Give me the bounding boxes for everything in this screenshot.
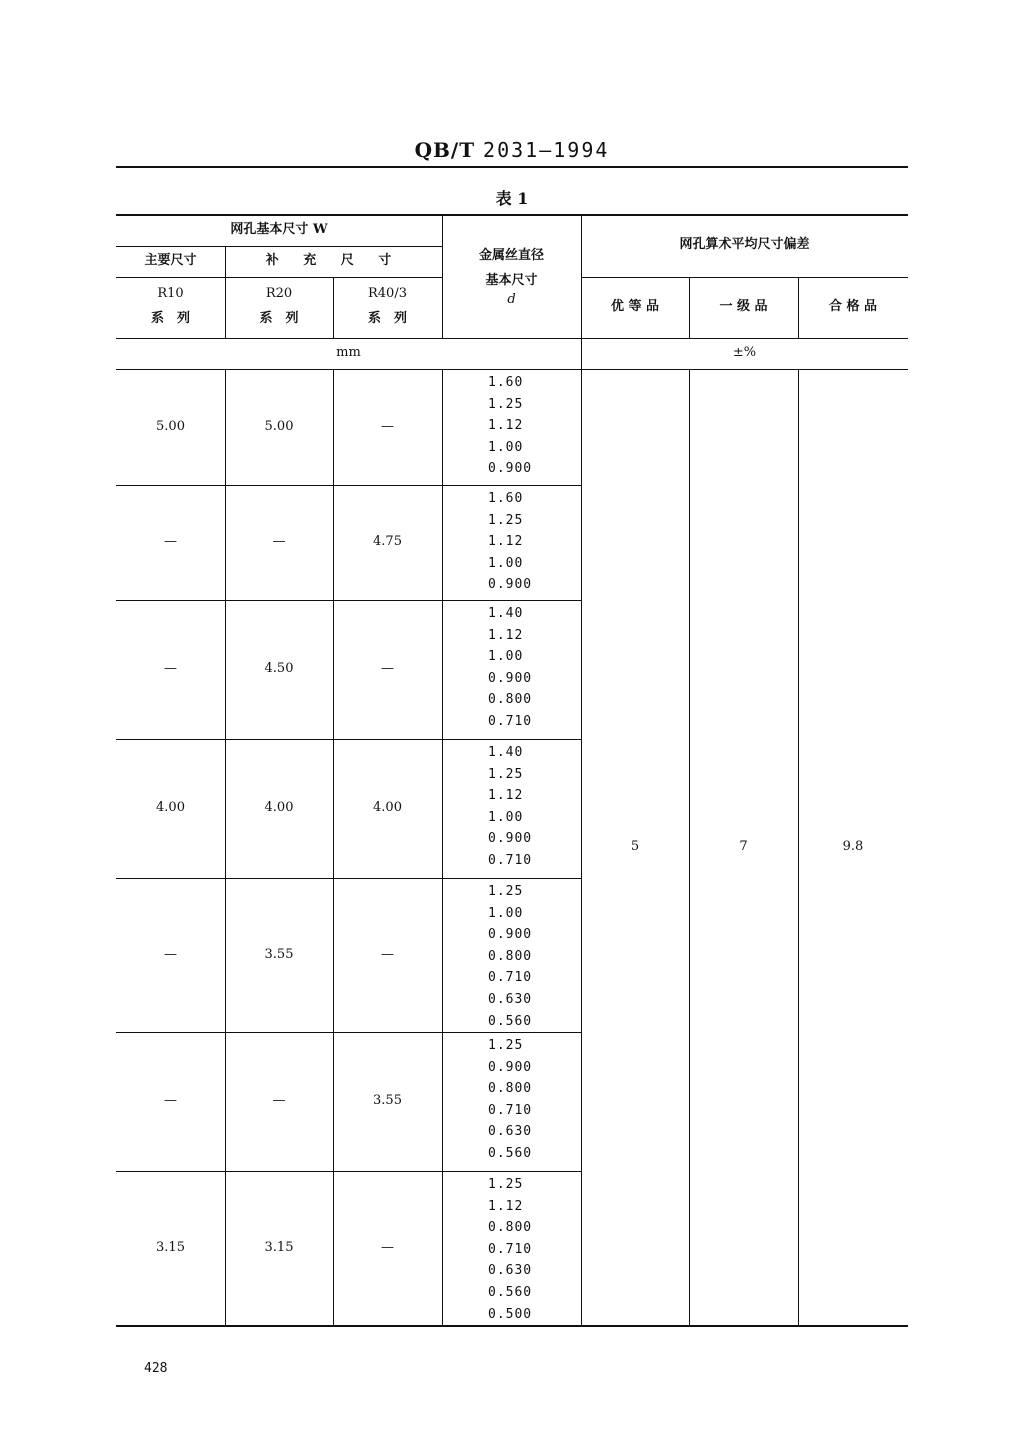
grade-3-value: 9.8: [842, 839, 864, 855]
wire-diameter-value: 0.630: [488, 1263, 533, 1279]
vline-body-3: [442, 369, 443, 1326]
wire-diameter-value: 0.710: [488, 1102, 533, 1118]
r40-header: [333, 286, 442, 326]
wire-diameter-value: 0.900: [488, 461, 533, 477]
wire-label-line2: 基本尺寸: [485, 273, 538, 288]
wire-diameter-list: [488, 881, 532, 1032]
r20-cell: 4.50: [264, 661, 294, 677]
r10-cell: 5.00: [156, 418, 185, 434]
r20-header: [225, 286, 333, 326]
wire-diameter-value: 1.60: [488, 375, 524, 390]
wire-diameter-value: 0.630: [488, 1124, 533, 1140]
deviation-header: 网孔算术平均尺寸偏差: [679, 237, 810, 253]
wire-diameter-value: 1.60: [488, 491, 524, 506]
r10-cell: 3.15: [156, 1239, 185, 1255]
r40-label: R40/3: [368, 286, 407, 301]
r40-cell: 4.75: [373, 534, 402, 550]
wire-diameter-value: 0.710: [488, 970, 533, 986]
wire-diameter-value: 1.12: [488, 418, 524, 434]
wire-diameter-value: 1.12: [488, 1198, 524, 1214]
vline-body-6: [798, 369, 799, 1326]
grade-1-header: 优 等 品: [610, 299, 660, 315]
wire-diameter-value: 0.900: [488, 927, 533, 943]
page-number: 428: [144, 1361, 168, 1376]
wire-diameter-value: 0.800: [488, 692, 533, 708]
wire-diameter-value: 0.900: [488, 577, 533, 593]
vline-body-5: [689, 369, 690, 1326]
wire-diameter-value: 1.00: [488, 809, 524, 825]
wire-diameter-value: 1.25: [488, 766, 524, 782]
main-size-header: 主要尺寸: [144, 253, 197, 269]
wire-diameter-value: 0.800: [488, 1220, 533, 1236]
table-bottom-rule: [116, 1325, 908, 1327]
wire-diameter-value: 1.00: [488, 649, 524, 665]
wire-diameter-value: 0.800: [488, 948, 533, 964]
r20-cell: 3.55: [264, 946, 294, 962]
unit-percent: ±%: [732, 345, 757, 361]
group-header: [116, 214, 442, 246]
r20-cell: —: [272, 1093, 286, 1109]
r20-cell: 5.00: [264, 418, 294, 434]
wire-diameter-value: 1.25: [488, 1038, 524, 1053]
grade-1-value: 5: [630, 839, 640, 855]
supplement-size-header: 补 充 尺 寸: [265, 253, 402, 269]
wire-diameter-list: [488, 1035, 532, 1165]
group-header-text: 网孔基本尺寸 W: [230, 221, 328, 237]
r10-header: [116, 286, 225, 326]
wire-diameter-value: 0.500: [488, 1306, 533, 1322]
row-divider: [116, 485, 581, 486]
wire-diameter-value: 0.710: [488, 1241, 533, 1257]
wire-diameter-value: 0.800: [488, 1081, 533, 1097]
vline-body-4: [581, 369, 582, 1326]
wire-diameter-value: 1.00: [488, 555, 524, 571]
row-divider: [116, 878, 581, 879]
rule-below-size-headers: [116, 277, 442, 278]
wire-diameter-value: 0.630: [488, 991, 533, 1007]
r40-series-label: 系 列: [367, 311, 407, 326]
r10-cell: —: [164, 1093, 177, 1109]
unit-mm: mm: [336, 345, 361, 361]
table-title: 表 1: [495, 189, 529, 208]
wire-diameter-value: 0.560: [488, 1284, 533, 1300]
wire-diameter-list: [488, 488, 532, 596]
wire-diameter-value: 1.25: [488, 1177, 524, 1192]
vline-body-1: [225, 369, 226, 1326]
wire-diameter-value: 0.900: [488, 1059, 533, 1075]
grade-2-header: 一 级 品: [719, 299, 768, 315]
r40-cell: —: [381, 946, 394, 962]
r40-cell: —: [381, 1239, 394, 1255]
row-divider: [116, 1171, 581, 1172]
r10-series-label: 系 列: [150, 311, 190, 326]
wire-diameter-value: 1.00: [488, 439, 524, 455]
wire-diameter-value: 1.25: [488, 512, 524, 528]
wire-diameter-value: 0.560: [488, 1145, 533, 1161]
wire-diameter-list: [488, 742, 532, 872]
r10-cell: —: [164, 946, 177, 962]
wire-diameter-value: 1.12: [488, 534, 524, 550]
wire-diameter-list: [488, 603, 532, 733]
standard-code-number: 2031—1994: [483, 138, 610, 162]
r20-label: R20: [265, 286, 293, 301]
wire-diameter-value: 1.40: [488, 745, 524, 760]
r10-cell: —: [164, 661, 177, 677]
r10-cell: 4.00: [156, 800, 185, 816]
wire-label-line1: 金属丝直径: [478, 248, 544, 263]
wire-symbol: d: [507, 292, 516, 307]
r20-cell: —: [272, 534, 286, 550]
r40-cell: —: [381, 418, 394, 434]
wire-diameter-value: 0.710: [488, 713, 533, 729]
wire-diameter-header: [442, 244, 581, 307]
wire-diameter-value: 1.25: [488, 396, 524, 412]
wire-diameter-value: 1.40: [488, 606, 524, 621]
r40-cell: 3.55: [373, 1093, 402, 1109]
r20-cell: 4.00: [264, 800, 294, 816]
r10-cell: —: [164, 534, 177, 550]
wire-diameter-value: 0.710: [488, 852, 533, 868]
wire-diameter-value: 1.00: [488, 905, 524, 921]
wire-diameter-value: 1.25: [488, 884, 524, 899]
wire-diameter-value: 0.900: [488, 670, 533, 686]
r20-series-label: 系 列: [259, 311, 299, 326]
vline-body-2: [333, 369, 334, 1326]
wire-diameter-value: 0.900: [488, 831, 533, 847]
header-rule: [116, 166, 908, 168]
wire-diameter-value: 0.560: [488, 1013, 533, 1029]
grade-2-value: 7: [739, 839, 748, 855]
row-divider: [116, 739, 581, 740]
r20-cell: 3.15: [264, 1239, 294, 1255]
r40-cell: —: [381, 661, 394, 677]
r10-label: R10: [157, 286, 184, 301]
row-divider: [116, 1032, 581, 1033]
wire-diameter-list: [488, 1174, 532, 1325]
grade-3-header: 合 格 品: [828, 299, 878, 315]
standard-code: [0, 138, 1024, 162]
wire-diameter-value: 1.12: [488, 627, 524, 643]
row-divider: [116, 600, 581, 601]
standard-code-prefix: QB/T: [414, 138, 476, 162]
wire-diameter-value: 1.12: [488, 788, 524, 804]
wire-diameter-list: [488, 372, 532, 480]
r40-cell: 4.00: [373, 800, 402, 816]
